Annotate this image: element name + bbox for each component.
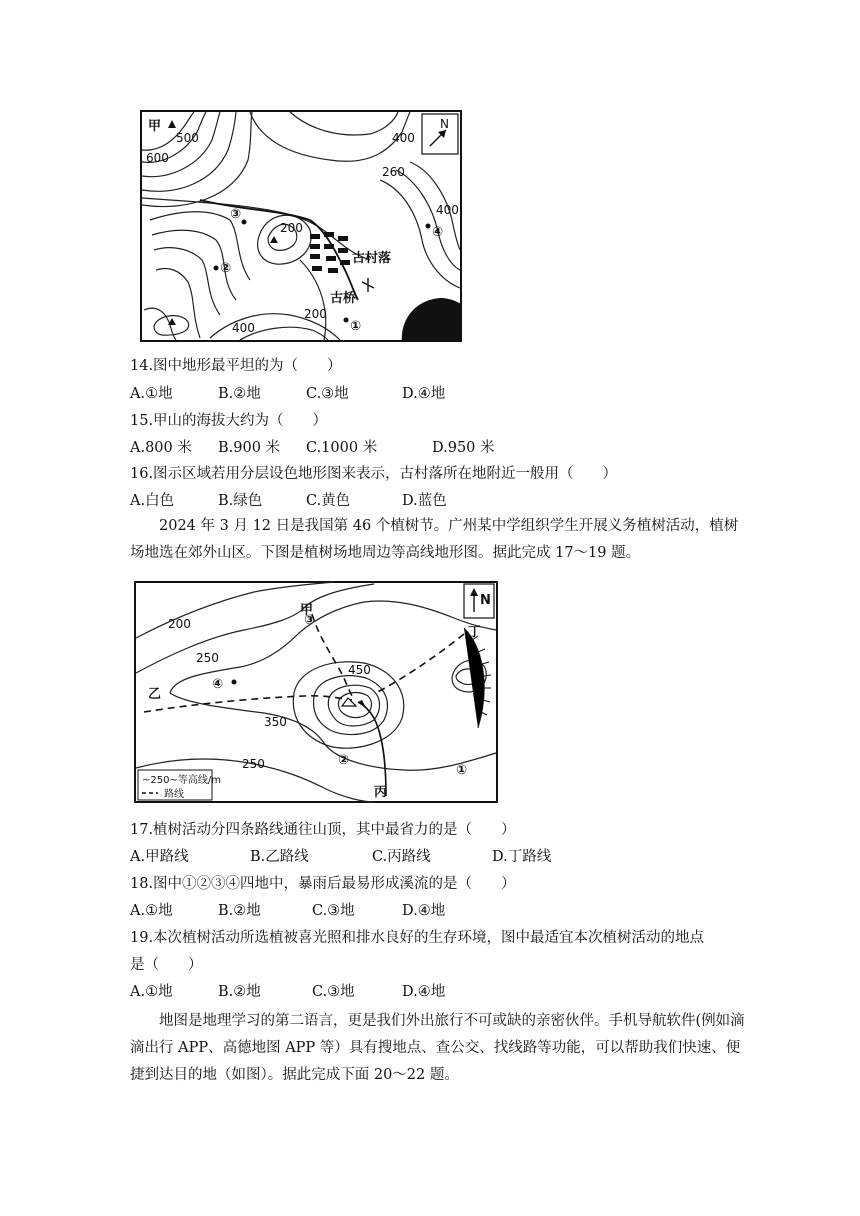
route-jia-label: 甲 — [300, 603, 314, 618]
village-label: 古村落 — [352, 251, 392, 266]
route-bing-label: 丙 — [374, 785, 388, 800]
q19-option-c[interactable]: C.③地 — [312, 984, 355, 1000]
north-label: N — [440, 117, 449, 131]
north-label-2: N — [480, 593, 491, 608]
legend-route-label: 路线 — [164, 789, 184, 800]
contour-200-hill-label: 200 — [280, 221, 303, 235]
q18-option-b[interactable]: B.②地 — [218, 903, 261, 919]
contour-350-label: 350 — [264, 715, 287, 729]
contour-map-village — [140, 110, 462, 342]
q19-option-d[interactable]: D.④地 — [402, 984, 446, 1000]
contour-map-village-svg — [140, 110, 462, 342]
contour-400-right-label: 400 — [436, 203, 459, 217]
contour-450-label: 450 — [348, 663, 371, 677]
contour-400-top-label: 400 — [392, 131, 415, 145]
q18-stem: 18.图中①②③④四地中，暴雨后最易形成溪流的是（ ） — [130, 876, 516, 892]
q17-option-d[interactable]: D.丁路线 — [492, 849, 552, 865]
q15-option-c[interactable]: C.1000 米 — [306, 440, 378, 456]
q17-option-c[interactable]: C.丙路线 — [372, 849, 431, 865]
q16-option-a[interactable]: A.白色 — [130, 493, 175, 509]
point-4-label: ④ — [432, 225, 444, 240]
q14-stem: 14.图中地形最平坦的为（ ） — [130, 358, 342, 374]
q17-stem: 17.植树活动分四条路线通往山顶，其中最省力的是（ ） — [130, 822, 516, 838]
q19-option-b[interactable]: B.②地 — [218, 984, 261, 1000]
q16-stem: 16.图示区域若用分层设色地形图来表示，古村落所在地附近一般用（ ） — [130, 466, 618, 482]
legend-contour-label: ~250~等高线/m — [142, 775, 221, 786]
contour-250-lower-label: 250 — [242, 757, 265, 771]
q19-option-a[interactable]: A.①地 — [130, 984, 173, 1000]
summit-jia-label: 甲 — [148, 119, 162, 134]
q18-option-c[interactable]: C.③地 — [312, 903, 355, 919]
q14-option-d[interactable]: D.④地 — [402, 386, 446, 402]
contour-260-label: 260 — [382, 165, 405, 179]
contour-500-label: 500 — [176, 131, 199, 145]
q14-option-a[interactable]: A.①地 — [130, 386, 173, 402]
q17-option-b[interactable]: B.乙路线 — [250, 849, 309, 865]
point-4-label-2: ④ — [212, 677, 224, 692]
contour-600-label: 600 — [146, 151, 169, 165]
contour-250-upper-label: 250 — [196, 651, 219, 665]
q15-option-b[interactable]: B.900 米 — [218, 440, 281, 456]
contour-400-bottom-label: 400 — [232, 321, 255, 335]
route-yi-label: 乙 — [148, 687, 162, 702]
q18-option-d[interactable]: D.④地 — [402, 903, 446, 919]
q19-stem-line1: 19.本次植树活动所选植被喜光照和排水良好的生存环境，图中最适宜本次植树活动的地点 — [130, 930, 705, 946]
point-3-label: ③ — [230, 207, 242, 222]
intro-tree-planting: 2024 年 3 月 12 日是我国第 46 个植树节。广州某中学组织学生开展义务植树活动，植树场地选在郊外山区。下图是植树场地周边等高线地形图。据此完成 17～19 题。 — [130, 518, 739, 561]
contour-map-planting-svg — [134, 578, 498, 804]
contour-map-planting — [134, 578, 498, 804]
contour-200-label: 200 — [168, 617, 191, 631]
intro-map-navigation: 地图是地理学习的第二语言，更是我们外出旅行不可或缺的亲密伙伴。手机导航软件(例如滴滴出行 APP、高德地图 APP 等）具有搜地点、查公交、找线路等功能，可以帮助我们快速、便捷到达目的地（如图）。据此完成下面 20～22 题。 — [130, 1013, 745, 1083]
bridge-label: 古桥 — [330, 291, 357, 306]
point-2-label: ② — [220, 261, 232, 276]
point-2-label-2: ② — [338, 753, 350, 768]
contour-200-bottom-label: 200 — [304, 307, 327, 321]
q14-option-b[interactable]: B.②地 — [218, 386, 261, 402]
route-ding-label: 丁 — [468, 625, 482, 640]
q16-option-c[interactable]: C.黄色 — [306, 493, 351, 509]
q15-stem: 15.甲山的海拔大约为（ ） — [130, 413, 328, 429]
q14-option-c[interactable]: C.③地 — [306, 386, 349, 402]
q15-option-d[interactable]: D.950 米 — [432, 440, 495, 456]
q17-option-a[interactable]: A.甲路线 — [130, 849, 189, 865]
point-1-label: ① — [350, 319, 362, 334]
q19-stem-line2: 是（ ） — [130, 957, 203, 973]
point-1-label-2: ① — [456, 763, 468, 778]
q18-option-a[interactable]: A.①地 — [130, 903, 173, 919]
q16-option-b[interactable]: B.绿色 — [218, 493, 263, 509]
point-3-label-2: ③ — [304, 613, 316, 628]
q16-option-d[interactable]: D.蓝色 — [402, 493, 447, 509]
q15-option-a[interactable]: A.800 米 — [130, 440, 192, 456]
